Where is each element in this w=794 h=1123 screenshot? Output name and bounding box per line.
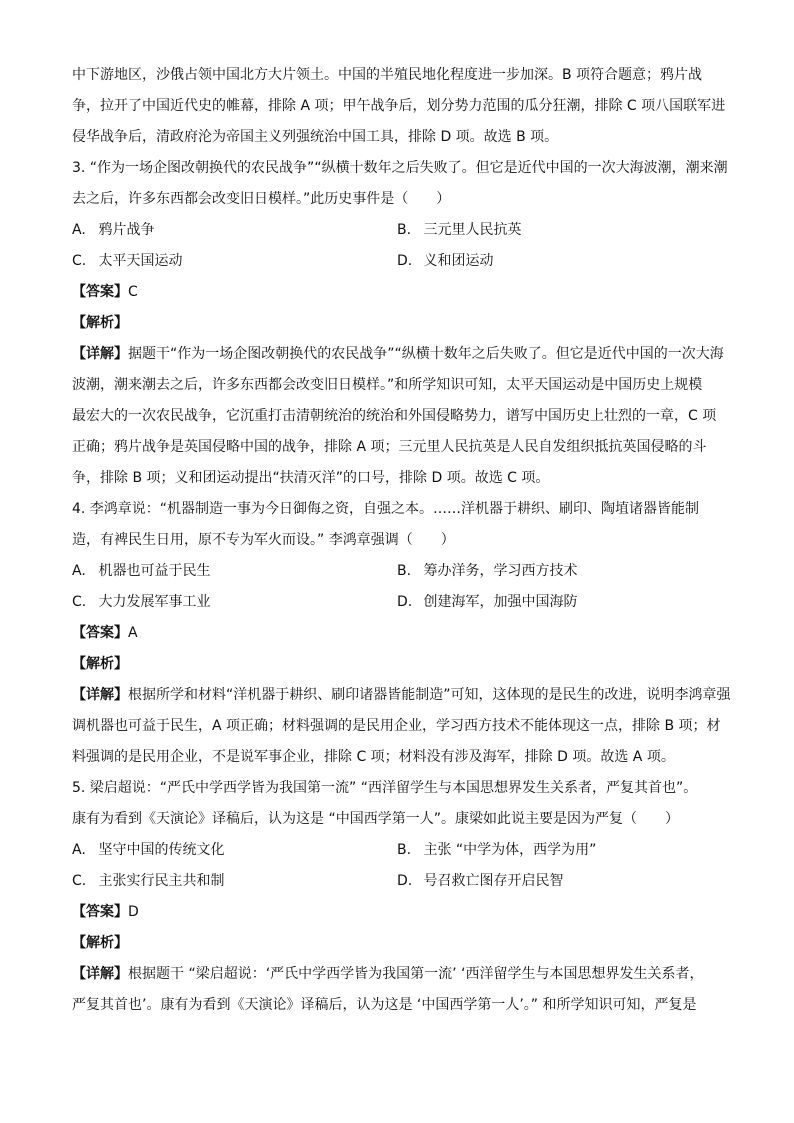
question-4-detail: 调机器也可益于民生，A 项正确；材料强调的是民用企业，学习西方技术不能体现这一点，排除 B 项；材	[72, 718, 721, 734]
question-3-detail: 【详解】据题干“作为一场企图改朝换代的农民战争”“纵横十数年之后失败了。但它是近代中国的一次大海	[72, 346, 724, 362]
question-5-options-row	[72, 835, 724, 866]
option-a: A. 鸦片战争	[72, 222, 155, 238]
analysis-tag: 【解析】	[72, 656, 128, 672]
detail-tag: 【详解】	[72, 687, 128, 703]
option-b: B. 主张 “中学为体，西学为用”	[397, 842, 597, 858]
question-3-detail: 争，排除 B 项；义和团运动提出“扶清灭洋”的口号，排除 D 项。故选 C 项。	[72, 470, 550, 486]
question-4-answer	[72, 618, 724, 649]
option-d: D. 号召救亡图存开启民智	[397, 873, 564, 889]
question-3-stem: 3. “作为一场企图改朝换代的农民战争”“纵横十数年之后失败了。但它是近代中国的一次大海波潮，潮来潮	[72, 160, 728, 176]
question-4-analysis	[72, 649, 724, 680]
question-5-analysis	[72, 928, 724, 959]
question-5-answer	[72, 897, 724, 928]
option-a: A. 坚守中国的传统文化	[72, 842, 225, 858]
option-c: C. 太平天国运动	[72, 253, 183, 269]
question-4-detail: 料强调的是民用企业，不是说军事企业，排除 C 项；材料没有涉及海军，排除 D 项。故选 A 项。	[72, 749, 675, 765]
question-3-stem: 去之后，许多东西都会改变旧日模样。”此历史事件是（ ）	[72, 191, 451, 207]
option-a: A. 机器也可益于民生	[72, 563, 211, 579]
option-c: C. 主张实行民主共和制	[72, 873, 225, 889]
answer-tag: 【答案】	[72, 904, 128, 920]
question-4-options-row	[72, 556, 724, 587]
question-5-detail: 【详解】根据题干 “梁启超说：‘严氏中学西学皆为我国第一流’ ‘西洋留学生与本国思想界发生关系者，	[72, 966, 704, 982]
question-3-options-row	[72, 246, 724, 277]
answer-tag: 【答案】	[72, 284, 128, 300]
question-3-analysis	[72, 308, 724, 339]
option-b: B. 三元里人民抗英	[397, 222, 522, 238]
question-4-options-row	[72, 587, 724, 618]
text-line: 侵华战争后，清政府沦为帝国主义列强统治中国工具，排除 D 项。故选 B 项。	[72, 129, 559, 145]
question-3-detail: 最宏大的一次农民战争，它沉重打击清朝统治的统治和外国侵略势力，谱写中国历史上壮烈的一章，C 项	[72, 408, 717, 424]
text-line: 争，拉开了中国近代史的帷幕，排除 A 项；甲午战争后，划分势力范围的瓜分狂潮，排除 C 项八国联军进	[72, 98, 726, 114]
question-4-stem: 4. 李鸿章说：“机器制造一事为今日御侮之资，自强之本。……洋机器于耕织、刷印、陶埴诸器皆能制	[72, 501, 700, 517]
question-5-options-row	[72, 866, 724, 897]
question-5-stem: 康有为看到《天演论》译稿后，认为这是 “中国西学第一人”。康梁如此说主要是因为严复（ ）	[72, 811, 679, 827]
question-3-answer	[72, 277, 724, 308]
option-b: B. 筹办洋务，学习西方技术	[397, 563, 578, 579]
question-3-detail: 波潮，潮来潮去之后，许多东西都会改变旧日模样。”和所学知识可知，太平天国运动是中国历史上规模	[72, 377, 703, 393]
detail-tag: 【详解】	[72, 346, 128, 362]
document-page	[72, 60, 731, 1021]
answer-value: A	[128, 625, 138, 641]
answer-value: C	[128, 284, 138, 300]
question-5-detail: 严复其首也’。康有为看到《天演论》译稿后，认为这是 ‘中国西学第一人’。” 和所学知识可知，严复是	[72, 997, 697, 1013]
answer-value: D	[128, 904, 139, 920]
question-4-detail: 【详解】根据所学和材料“洋机器于耕织、刷印诸器皆能制造”可知，这体现的是民生的改进，说明李鸿章强	[72, 687, 731, 703]
option-d: D. 义和团运动	[397, 253, 494, 269]
detail-tag: 【详解】	[72, 966, 128, 982]
option-d: D. 创建海军，加强中国海防	[397, 594, 578, 610]
question-3-detail: 正确；鸦片战争是英国侵略中国的战争，排除 A 项；三元里人民抗英是人民自发组织抵抗英国侵略的斗	[72, 439, 707, 455]
text-line: 中下游地区，沙俄占领中国北方大片领土。中国的半殖民地化程度进一步加深。B 项符合题意；鸦片战	[72, 67, 703, 83]
answer-tag: 【答案】	[72, 625, 128, 641]
option-c: C. 大力发展军事工业	[72, 594, 211, 610]
question-5-stem: 5. 梁启超说：“严氏中学西学皆为我国第一流” “西洋留学生与本国思想界发生关系者，严复其首也”。	[72, 780, 698, 796]
question-4-stem: 造，有裨民生日用，原不专为军火而设。” 李鸿章强调（ ）	[72, 532, 455, 548]
analysis-tag: 【解析】	[72, 935, 128, 951]
question-3-options-row	[72, 215, 724, 246]
analysis-tag: 【解析】	[72, 315, 128, 331]
